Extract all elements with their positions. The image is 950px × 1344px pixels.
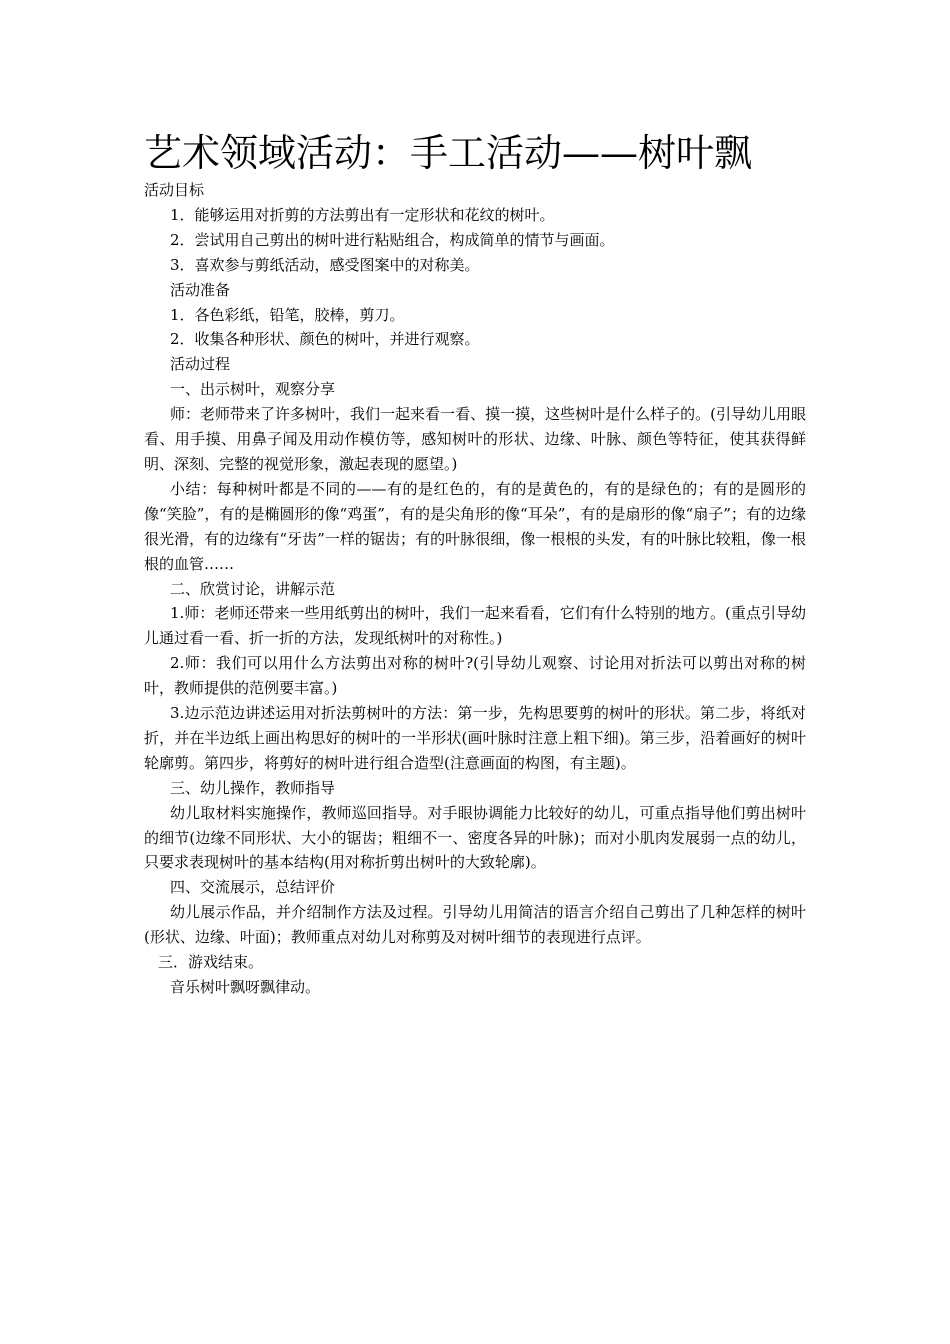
paragraph-heading-preparation: 活动准备 (170, 280, 231, 299)
paragraph-summary: 小结：每种树叶都是不同的——有的是红色的，有的是黄色的，有的是绿色的；有的是圆形的像“笑脸”，有的是椭圆形的像“鸡蛋”，有的是尖角形的像“耳朵”，有的是扇形的像“扇子”；有的边缘很光滑，有的边缘有“牙齿”一样的锯齿；有的叶脉很细，像一根根的头发，有的叶脉比较粗，像一根根的血管…… (144, 479, 806, 573)
paragraph-goal-2: 2．尝试用自己剪出的树叶进行粘贴组合，构成简单的情节与画面。 (170, 230, 615, 249)
paragraph-prep-2: 2．收集各种形状、颜色的树叶，并进行观察。 (170, 330, 480, 349)
paragraph-step-2: 2.师：我们可以用什么方法剪出对称的树叶?(引导幼儿观察、讨论用对折法可以剪出对称的树叶，教师提供的范例要丰富。) (144, 654, 806, 698)
paragraph-section-4: 四、交流展示，总结评价 (170, 878, 336, 897)
paragraph-display: 幼儿展示作品，并介绍制作方法及过程。引导幼儿用简洁的语言介绍自己剪出了几种怎样的树叶(形状、边缘、叶面)；教师重点对幼儿对称剪及对树叶细节的表现进行点评。 (144, 903, 806, 947)
paragraph-music: 音乐树叶飘呀飘律动。 (170, 978, 321, 996)
document-page (144, 128, 806, 1000)
paragraph-section-2: 二、欣赏讨论，讲解示范 (170, 579, 336, 598)
paragraph-heading-goals: 活动目标 (144, 181, 205, 199)
paragraph-step-1: 1.师：老师还带来一些用纸剪出的树叶，我们一起来看看，它们有什么特别的地方。(重点引导幼儿通过看一看、折一折的方法，发现纸树叶的对称性。) (144, 604, 806, 648)
paragraph-heading-process: 活动过程 (170, 355, 231, 374)
document-body (144, 178, 806, 1000)
paragraph-goal-1: 1．能够运用对折剪的方法剪出有一定形状和花纹的树叶。 (170, 205, 555, 224)
document-title: 艺术领域活动：手工活动——树叶飘 (144, 131, 753, 175)
paragraph-goal-3: 3．喜欢参与剪纸活动，感受图案中的对称美。 (170, 255, 480, 274)
paragraph-game-end: 三．游戏结束。 (158, 953, 264, 972)
paragraph-prep-1: 1．各色彩纸，铅笔，胶棒，剪刀。 (170, 305, 405, 324)
paragraph-teacher-intro: 师：老师带来了许多树叶，我们一起来看一看、摸一摸，这些树叶是什么样子的。(引导幼儿用眼看、用手摸、用鼻子闻及用动作模仿等，感知树叶的形状、边缘、叶脉、颜色等特征，使其获得鲜明、深刻、完整的视觉形象，激起表现的愿望。) (144, 405, 806, 473)
paragraph-step-3: 3.边示范边讲述运用对折法剪树叶的方法：第一步，先构思要剪的树叶的形状。第二步，将纸对折，并在半边纸上画出构思好的树叶的一半形状(画叶脉时注意上粗下细)。第三步，沿着画好的树叶轮廓剪。第四步，将剪好的树叶进行组合造型(注意画面的构图，有主题)。 (144, 704, 806, 772)
paragraph-operation: 幼儿取材料实施操作，教师巡回指导。对手眼协调能力比较好的幼儿，可重点指导他们剪出树叶的细节(边缘不同形状、大小的锯齿；粗细不一、密度各异的叶脉)；而对小肌肉发展弱一点的幼儿，只要求表现树叶的基本结构(用对称折剪出树叶的大致轮廓)。 (144, 803, 806, 872)
paragraph-section-3: 三、幼儿操作，教师指导 (170, 778, 336, 797)
paragraph-section-1: 一、出示树叶，观察分享 (170, 380, 336, 399)
